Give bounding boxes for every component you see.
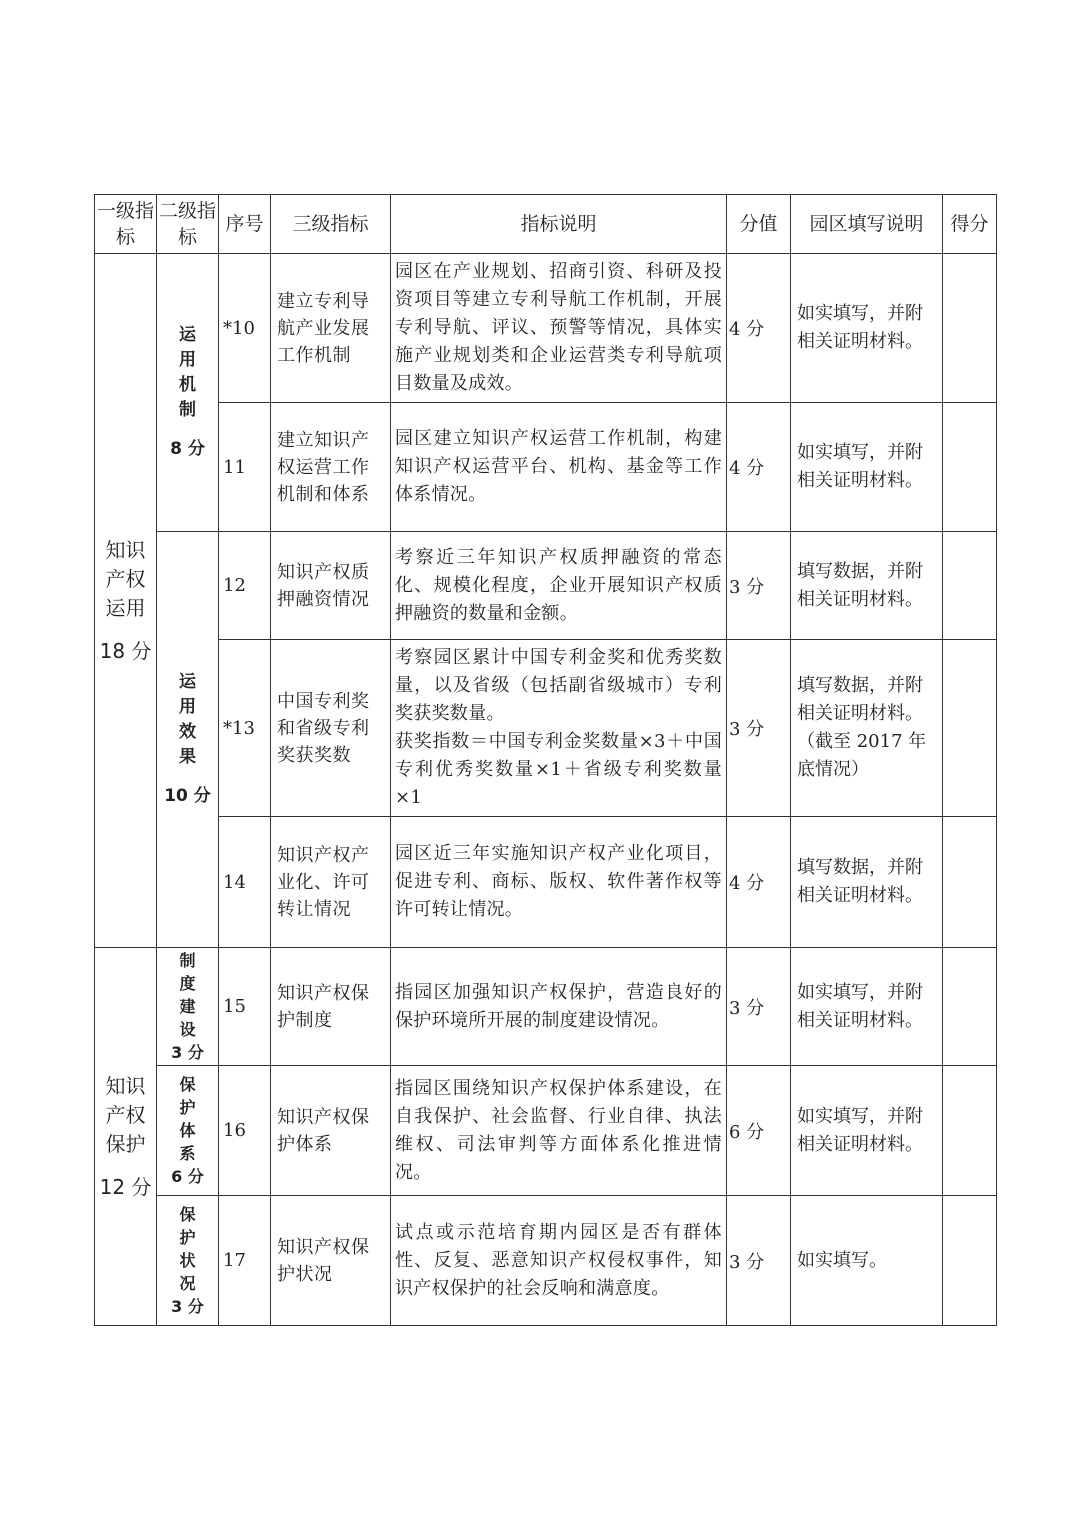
description-cell: 园区在产业规划、招商引资、科研及投资项目等建立专利导航工作机制，开展专利导航、评议、预警等情况，具体实施产业规划类和企业运营类专利导航项目数量及成效。 bbox=[391, 254, 727, 403]
description-cell: 指园区围绕知识产权保护体系建设，在自我保护、社会监督、行业自律、执法维权、司法审判等方面体系化推进情况。 bbox=[391, 1066, 727, 1196]
level1-cell bbox=[95, 948, 157, 1326]
seq-cell: 17 bbox=[219, 1196, 271, 1326]
level1-name: 知识产权保护 bbox=[105, 1073, 146, 1156]
level2-cell bbox=[157, 254, 219, 532]
table-row bbox=[95, 532, 997, 640]
level2-score: 6 分 bbox=[171, 1167, 204, 1186]
score-cell[interactable] bbox=[943, 254, 997, 403]
header-note: 园区填写说明 bbox=[791, 195, 943, 254]
table-row bbox=[95, 948, 997, 1066]
note-cell: 填写数据，并附相关证明材料。 bbox=[791, 532, 943, 640]
description-cell: 考察园区累计中国专利金奖和优秀奖数量，以及省级（包括副省级城市）专利奖获奖数量。 获奖指数＝中国专利金奖数量×3＋中国专利优秀奖数量×1＋省级专利奖数量×1 bbox=[391, 640, 727, 817]
evaluation-table bbox=[94, 194, 997, 1326]
score-cell[interactable] bbox=[943, 403, 997, 532]
points-cell: 3 分 bbox=[727, 1196, 791, 1326]
score-cell[interactable] bbox=[943, 817, 997, 948]
level3-cell: 知识产权保护制度 bbox=[271, 948, 391, 1066]
level2-cell bbox=[157, 532, 219, 948]
level2-name: 制度建设 bbox=[179, 951, 196, 1039]
score-cell[interactable] bbox=[943, 532, 997, 640]
description-cell: 指园区加强知识产权保护，营造良好的保护环境所开展的制度建设情况。 bbox=[391, 948, 727, 1066]
level3-cell: 建立知识产权运营工作机制和体系 bbox=[271, 403, 391, 532]
points-cell: 4 分 bbox=[727, 403, 791, 532]
level2-name: 保护状况 bbox=[179, 1205, 196, 1293]
note-cell: 如实填写，并附相关证明材料。 bbox=[791, 403, 943, 532]
points-cell: 4 分 bbox=[727, 817, 791, 948]
score-cell[interactable] bbox=[943, 1196, 997, 1326]
table-row bbox=[95, 817, 997, 948]
level2-name: 保护体系 bbox=[179, 1075, 196, 1163]
seq-cell: 15 bbox=[219, 948, 271, 1066]
level2-cell bbox=[157, 1196, 219, 1326]
note-cell: 如实填写，并附相关证明材料。 bbox=[791, 254, 943, 403]
header-score: 得分 bbox=[943, 195, 997, 254]
score-cell[interactable] bbox=[943, 948, 997, 1066]
header-level3: 三级指标 bbox=[271, 195, 391, 254]
level3-cell: 中国专利奖和省级专利奖获奖数 bbox=[271, 640, 391, 817]
table-row bbox=[95, 1196, 997, 1326]
header-level2: 二级指标 bbox=[157, 195, 219, 254]
level3-cell: 知识产权保护体系 bbox=[271, 1066, 391, 1196]
header-level1: 一级指标 bbox=[95, 195, 157, 254]
description-cell: 考察近三年知识产权质押融资的常态化、规模化程度，企业开展知识产权质押融资的数量和金额。 bbox=[391, 532, 727, 640]
table-row bbox=[95, 640, 997, 817]
level2-score: 8 分 bbox=[170, 439, 205, 459]
level1-name: 知识产权运用 bbox=[105, 537, 146, 620]
level1-score: 18 分 bbox=[99, 638, 152, 663]
level2-name: 运用机制 bbox=[179, 325, 196, 420]
points-cell: 3 分 bbox=[727, 640, 791, 817]
header-points: 分值 bbox=[727, 195, 791, 254]
seq-cell: *13 bbox=[219, 640, 271, 817]
level2-cell bbox=[157, 1066, 219, 1196]
points-cell: 4 分 bbox=[727, 254, 791, 403]
description-cell: 园区建立知识产权运营工作机制，构建知识产权运营平台、机构、基金等工作体系情况。 bbox=[391, 403, 727, 532]
score-cell[interactable] bbox=[943, 640, 997, 817]
level3-cell: 知识产权保护状况 bbox=[271, 1196, 391, 1326]
note-cell: 填写数据，并附相关证明材料。 bbox=[791, 817, 943, 948]
level2-score: 3 分 bbox=[171, 1297, 204, 1316]
points-cell: 3 分 bbox=[727, 532, 791, 640]
score-cell[interactable] bbox=[943, 1066, 997, 1196]
table-row bbox=[95, 1066, 997, 1196]
level1-score: 12 分 bbox=[99, 1174, 152, 1199]
header-seq: 序号 bbox=[219, 195, 271, 254]
level3-cell: 知识产权产业化、许可转让情况 bbox=[271, 817, 391, 948]
level1-cell bbox=[95, 254, 157, 948]
note-cell: 如实填写，并附相关证明材料。 bbox=[791, 948, 943, 1066]
note-cell: 如实填写，并附相关证明材料。 bbox=[791, 1066, 943, 1196]
points-cell: 3 分 bbox=[727, 948, 791, 1066]
level2-cell bbox=[157, 948, 219, 1066]
table-row bbox=[95, 403, 997, 532]
level3-cell: 建立专利导航产业发展工作机制 bbox=[271, 254, 391, 403]
seq-cell: 12 bbox=[219, 532, 271, 640]
table-header-row bbox=[95, 195, 997, 254]
level3-cell: 知识产权质押融资情况 bbox=[271, 532, 391, 640]
seq-cell: 16 bbox=[219, 1066, 271, 1196]
points-cell: 6 分 bbox=[727, 1066, 791, 1196]
level2-score: 10 分 bbox=[164, 786, 211, 806]
note-cell: 如实填写。 bbox=[791, 1196, 943, 1326]
note-cell: 填写数据，并附相关证明材料。（截至 2017 年底情况） bbox=[791, 640, 943, 817]
description-cell: 试点或示范培育期内园区是否有群体性、反复、恶意知识产权侵权事件，知识产权保护的社会反响和满意度。 bbox=[391, 1196, 727, 1326]
seq-cell: 11 bbox=[219, 403, 271, 532]
level2-score: 3 分 bbox=[171, 1043, 204, 1062]
seq-cell: 14 bbox=[219, 817, 271, 948]
table-row bbox=[95, 254, 997, 403]
level2-name: 运用效果 bbox=[179, 672, 196, 767]
header-description: 指标说明 bbox=[391, 195, 727, 254]
description-cell: 园区近三年实施知识产权产业化项目，促进专利、商标、版权、软件著作权等许可转让情况。 bbox=[391, 817, 727, 948]
document-page bbox=[94, 194, 997, 1326]
seq-cell: *10 bbox=[219, 254, 271, 403]
